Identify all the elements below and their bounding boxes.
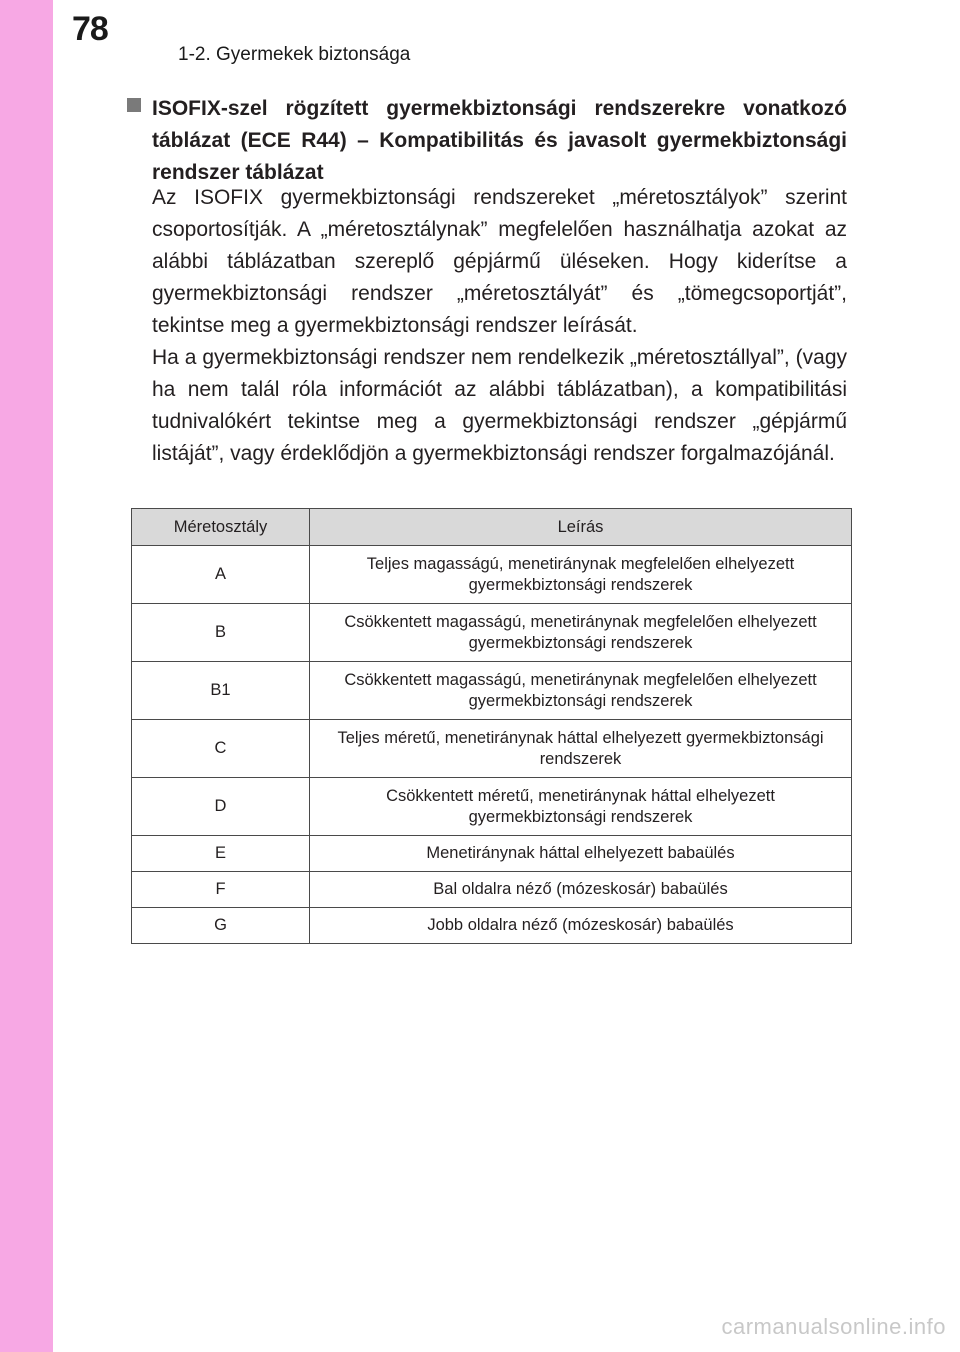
description-cell: Jobb oldalra néző (mózeskosár) babaülés <box>310 908 852 944</box>
paragraph-compatibility-note: Ha a gyermekbiztonsági rendszer nem rendelkezik „méretosztállyal”, (vagy ha nem talál róla információt az alábbi táblázatban), a kompatibilitási tudnivalókért tekintse meg a gyermekbiztonsági rendszer „gépjármű listáját”, vagy érdeklődjön a gyermekbiztonsági rendszer forgalmazójánál. <box>152 346 847 465</box>
size-class-cell: B1 <box>132 662 310 720</box>
size-class-cell: F <box>132 872 310 908</box>
description-cell: Csökkentett méretű, menetiránynak háttal elhelyezett gyermekbiztonsági rendszerek <box>310 778 852 836</box>
side-color-strip <box>0 0 53 1352</box>
size-class-cell: C <box>132 720 310 778</box>
description-cell: Teljes méretű, menetiránynak háttal elhelyezett gyermekbiztonsági rendszerek <box>310 720 852 778</box>
table-row <box>132 604 852 662</box>
heading-bullet-icon <box>127 98 141 112</box>
size-class-cell: G <box>132 908 310 944</box>
description-cell: Csökkentett magasságú, menetiránynak megfelelően elhelyezett gyermekbiztonsági rendszerek <box>310 662 852 720</box>
table-row <box>132 778 852 836</box>
description-cell: Teljes magasságú, menetiránynak megfelelően elhelyezett gyermekbiztonsági rendszerek <box>310 546 852 604</box>
column-header-description: Leírás <box>310 509 852 546</box>
section-title: 1-2. Gyermekek biztonsága <box>178 44 411 65</box>
table-row <box>132 662 852 720</box>
table-row <box>132 546 852 604</box>
size-class-cell: D <box>132 778 310 836</box>
size-class-cell: B <box>132 604 310 662</box>
size-class-cell: A <box>132 546 310 604</box>
description-cell: Bal oldalra néző (mózeskosár) babaülés <box>310 872 852 908</box>
table-row <box>132 872 852 908</box>
heading-text: ISOFIX-szel rögzített gyermekbiztonsági rendszerekre vonatkozó táblázat (ECE R44) – Kompatibilitás és javasolt gyermekbiztonsági rendszer táblázat <box>152 97 847 184</box>
paragraph-size-classes: Az ISOFIX gyermekbiztonsági rendszereket „méretosztályok” szerint csoportosítják. A „méretosztálynak” megfelelően használhatja azokat az alábbi táblázatban szereplő gépjármű üléseken. Hogy kiderítse a gyermekbiztonsági rendszer „méretosztályát” és „tömegcsoportját”, tekintse meg a gyermekbiztonsági rendszer leírását. <box>152 186 847 337</box>
page-number: 78 <box>72 10 108 48</box>
size-class-table <box>131 508 852 944</box>
watermark: carmanualsonline.info <box>721 1314 946 1339</box>
description-cell: Csökkentett magasságú, menetiránynak megfelelően elhelyezett gyermekbiztonsági rendszerek <box>310 604 852 662</box>
table-row <box>132 836 852 872</box>
description-cell: Menetiránynak háttal elhelyezett babaülés <box>310 836 852 872</box>
section-heading <box>127 93 847 189</box>
table-header-row <box>132 509 852 546</box>
column-header-size-class: Méretosztály <box>132 509 310 546</box>
table-row <box>132 908 852 944</box>
size-class-cell: E <box>132 836 310 872</box>
table-row <box>132 720 852 778</box>
